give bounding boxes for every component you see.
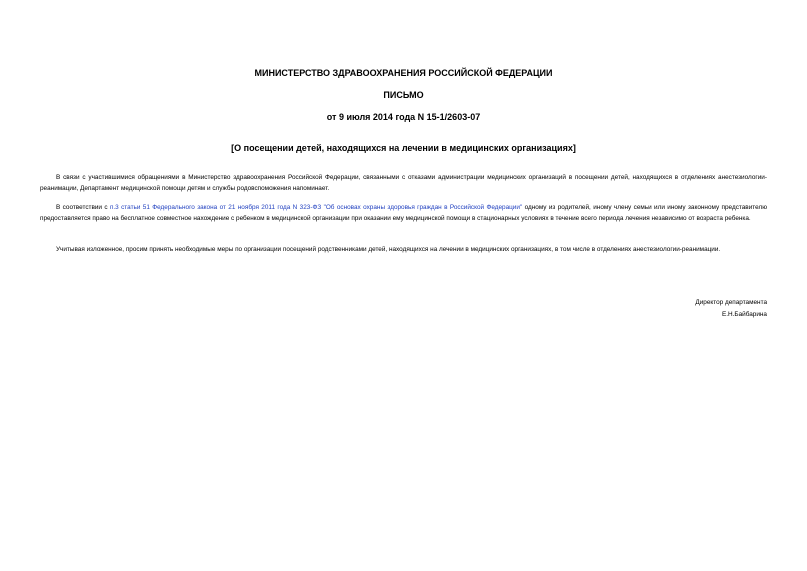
signatory-position: Директор департамента	[695, 299, 767, 306]
paragraph-2-rest: одному из родителей, иному члену семьи или иному законному представителю предоставляется право на бесплатное совместное нахождение с ребенком в медицинской организации при оказании ему медицинской помощи в стационарных условиях в течение всего периода лечения независимо от возраста ребенка.	[40, 204, 767, 222]
paragraph-2-intro: В соответствии с	[56, 204, 110, 211]
paragraph-1: В связи с участившимися обращениями в Министерство здравоохранения Российской Федерации, связанными с отказами администрации медицинских организаций в посещении детей, находящихся в отделениях анестезиологии-реанимации, Департамент медицинской помощи детям и службы родовспоможения напоминает.	[40, 174, 767, 192]
paragraph-3: Учитывая изложенное, просим принять необходимые меры по организации посещений родственниками детей, находящихся на лечении в медицинских организациях, в том числе в отделениях анестезиологии-реанимации.	[56, 246, 721, 253]
document-date-number: от 9 июля 2014 года N 15-1/2603-07	[326, 112, 481, 122]
paragraph-2	[40, 203, 767, 224]
law-reference-link[interactable]: п.3 статьи 51 Федерального закона от 21 ноября 2011 года N 323-ФЗ "Об основах охраны здоровья граждан в Российской Федерации"	[109, 204, 523, 211]
signature-block	[695, 297, 767, 321]
document-type: ПИСЬМО	[383, 90, 424, 100]
document-subject: [О посещении детей, находящихся на лечении в медицинских организациях]	[231, 143, 576, 153]
signatory-name: Е.Н.Байбарина	[721, 311, 767, 318]
ministry-heading: МИНИСТЕРСТВО ЗДРАВООХРАНЕНИЯ РОССИЙСКОЙ ФЕДЕРАЦИИ	[254, 68, 553, 78]
